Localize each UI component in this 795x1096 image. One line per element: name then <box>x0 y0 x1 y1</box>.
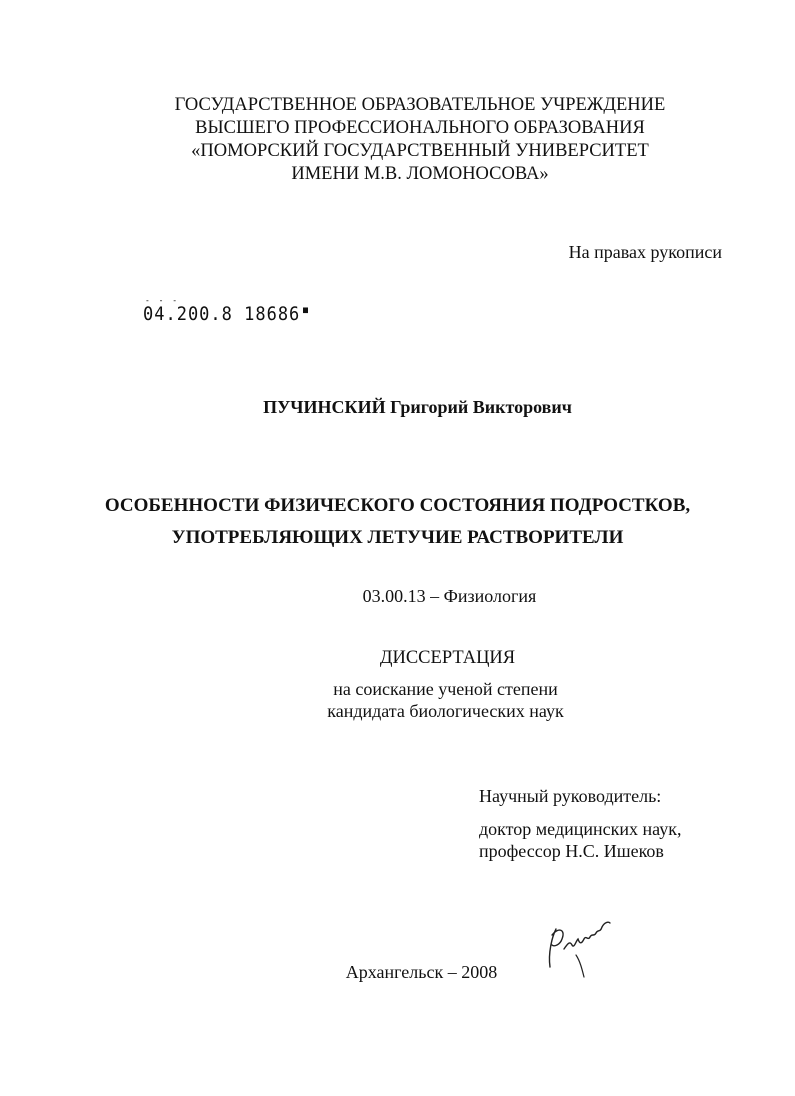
place-and-year: Архангельск – 2008 <box>345 962 498 982</box>
supervisor-degree: доктор медицинских наук, <box>479 819 682 839</box>
specialty-code: 03.00.13 – Физиология <box>362 586 537 606</box>
supervisor-name: профессор Н.С. Ишеков <box>479 841 664 861</box>
stamp-dot <box>303 307 308 313</box>
title-line-1: ОСОБЕННОСТИ ФИЗИЧЕСКОГО СОСТОЯНИЯ ПОДРОСТКОВ, <box>104 495 691 516</box>
supervisor-block <box>479 785 681 862</box>
rights-note: На правах рукописи <box>568 242 722 262</box>
institution-header <box>0 94 795 186</box>
stamp-marks: - - - <box>145 295 180 306</box>
degree-description <box>48 678 795 722</box>
title-line-2: УПОТРЕБЛЯЮЩИХ ЛЕТУЧИЕ РАСТВОРИТЕЛИ <box>171 527 624 548</box>
dissertation-title <box>0 490 795 554</box>
degree-line-2: кандидата биологических наук <box>327 701 564 721</box>
degree-line-1: на соискание ученой степени <box>333 679 558 699</box>
supervisor-heading: Научный руководитель: <box>479 786 662 806</box>
institution-line-3: «ПОМОРСКИЙ ГОСУДАРСТВЕННЫЙ УНИВЕРСИТЕТ <box>191 141 649 161</box>
institution-line-4: ИМЕНИ М.В. ЛОМОНОСОВА» <box>291 164 549 184</box>
registration-code-stamp <box>143 295 308 326</box>
registration-code: 04.200.8 18686 <box>143 303 301 326</box>
institution-line-2: ВЫСШЕГО ПРОФЕССИОНАЛЬНОГО ОБРАЗОВАНИЯ <box>195 118 645 138</box>
institution-line-1: ГОСУДАРСТВЕННОЕ ОБРАЗОВАТЕЛЬНОЕ УЧРЕЖДЕНИЕ <box>174 95 666 115</box>
author-name: ПУЧИНСКИЙ Григорий Викторович <box>263 397 572 417</box>
document-type: ДИССЕРТАЦИЯ <box>379 648 516 668</box>
